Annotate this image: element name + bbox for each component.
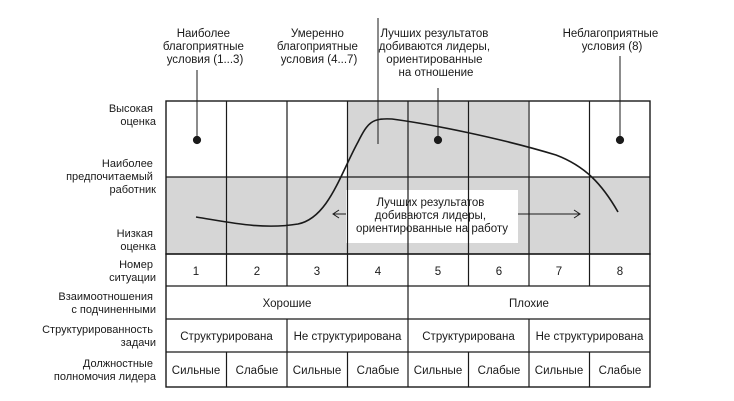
dot-relationship xyxy=(434,136,441,143)
power-cell: Слабые xyxy=(477,365,521,377)
dot-unfavorable xyxy=(616,136,623,143)
structure-cell: Структурирована xyxy=(422,331,515,343)
situation-cell: 7 xyxy=(555,266,563,278)
situation-cell: 2 xyxy=(253,266,261,278)
structure-cell: Структурирована xyxy=(180,331,273,343)
y-label-high: Высокая оценка xyxy=(108,103,156,128)
power-cell: Сильные xyxy=(534,365,584,377)
annotation-most-favorable: Наиболее благоприятные условия (1...3) xyxy=(162,28,244,66)
structure-cell: Не структурирована xyxy=(535,331,644,343)
row-label-power: Должностные полномочия лидера xyxy=(53,358,156,383)
power-cell: Сильные xyxy=(413,365,463,377)
relations-cell-good: Хорошие xyxy=(262,298,312,310)
situation-cell: 4 xyxy=(374,266,382,278)
structure-row xyxy=(180,331,644,343)
y-label-preferred: Наиболее предпочитаемый работник xyxy=(66,158,156,196)
power-cell: Сильные xyxy=(292,365,342,377)
row-label-relations: Взаимоотношения с подчиненными xyxy=(58,291,156,316)
power-cell: Слабые xyxy=(356,365,400,377)
annotation-moderately-favorable: Умеренно благоприятные условия (4...7) xyxy=(276,28,358,66)
annotation-relationship-leaders: Лучших результатов добиваются лидеры, ориентированные на отношение xyxy=(378,28,491,79)
power-cell: Сильные xyxy=(171,365,221,377)
situation-cell: 6 xyxy=(495,266,503,278)
structure-cell: Не структурирована xyxy=(293,331,402,343)
dot-favorable xyxy=(193,136,200,143)
power-row xyxy=(172,365,642,377)
relations-row xyxy=(263,298,549,310)
situation-cell: 1 xyxy=(192,266,200,278)
relations-cell-poor: Плохие xyxy=(509,298,549,310)
row-label-situation: Номер ситуации xyxy=(109,259,156,284)
power-cell: Слабые xyxy=(598,365,642,377)
situation-cell: 3 xyxy=(313,266,321,278)
situation-cell: 5 xyxy=(434,266,442,278)
annotation-unfavorable: Неблагоприятные условия (8) xyxy=(562,28,659,53)
power-cell: Слабые xyxy=(235,365,279,377)
y-label-low: Низкая оценка xyxy=(116,228,156,253)
row-label-structure: Структурированность задачи xyxy=(42,324,156,349)
situation-cell: 8 xyxy=(616,266,624,278)
annotation-task-leaders: Лучших результатов добиваются лидеры, ориентированные на работу xyxy=(356,197,508,235)
